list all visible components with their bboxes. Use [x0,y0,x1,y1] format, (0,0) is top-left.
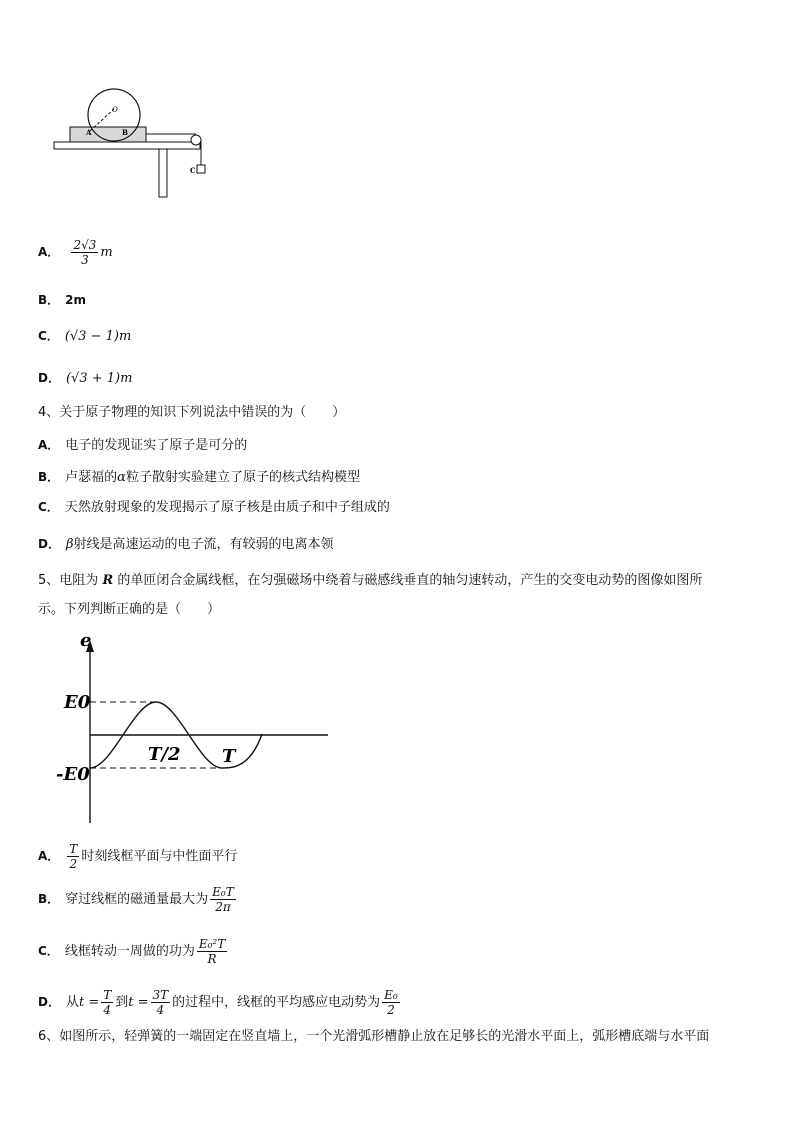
q4-option-a: A． 电子的发现证实了原子是可分的 [38,438,248,453]
label-c: C [190,166,196,175]
label-o: O [112,106,118,114]
q5-stem-line1: 5、电阻为 R 的单匝闭合金属线框，在匀强磁场中绕着与磁感线垂直的轴匀速转动，产生的交变电动势的图像如图所 [38,573,703,588]
label-b: B [122,128,128,137]
q4-option-c: C． 天然放射现象的发现揭示了原子核是由质子和中子组成的 [38,500,390,515]
label-a: A [86,128,92,137]
q4-option-b: B． 卢瑟福的α粒子散射实验建立了原子的核式结构模型 [38,470,360,485]
e0-label: E0 [64,692,91,713]
emf-graph [50,628,340,828]
q3-option-d: D． (√3 + 1)m [38,371,133,386]
q4-option-d: D． β射线是高速运动的电子流，有较弱的电离本领 [38,537,334,552]
q3-option-a: A． $\frac{2√3}{3}$ m [38,238,113,267]
q5-stem-line2: 示。下列判断正确的是（ ） [38,602,221,617]
q3-option-b: B． 2m [38,293,87,307]
q5-option-d: D． 从t = $\frac{T}{4}$ 到t = $\frac{3T}{4}$ 的过程中，线框的平均感应电动势为 $\frac{\text{E₀}}{2}$ [38,988,398,1017]
y-axis-label: e [80,630,92,651]
q3-a-fraction: $\frac{2√3}{3}$ [73,238,97,267]
q5-option-c: C． 线框转动一周做的功为 $\frac{\text{E₀²T}}{R}$ [38,937,226,966]
half-period-label: T/2 [148,744,181,765]
pulley-figure [50,85,220,205]
q6-stem: 6、如图所示，轻弹簧的一端固定在竖直墙上，一个光滑弧形槽静止放在足够长的光滑水平面上，弧形槽底端与水平面 [38,1029,710,1044]
q5-option-a: A． $\frac{T}{2}$ 时刻线框平面与中性面平行 [38,842,238,871]
q3-option-c: C． (√3 − 1)m [38,329,132,344]
neg-e0-label: -E0 [56,764,90,785]
period-label: T [222,746,236,767]
q4-stem: 4、关于原子物理的知识下列说法中错误的为（ ） [38,405,346,420]
q5-option-b: B． 穿过线框的磁通量最大为 $\frac{\text{E₀T}}{2\pi}$ [38,885,234,914]
